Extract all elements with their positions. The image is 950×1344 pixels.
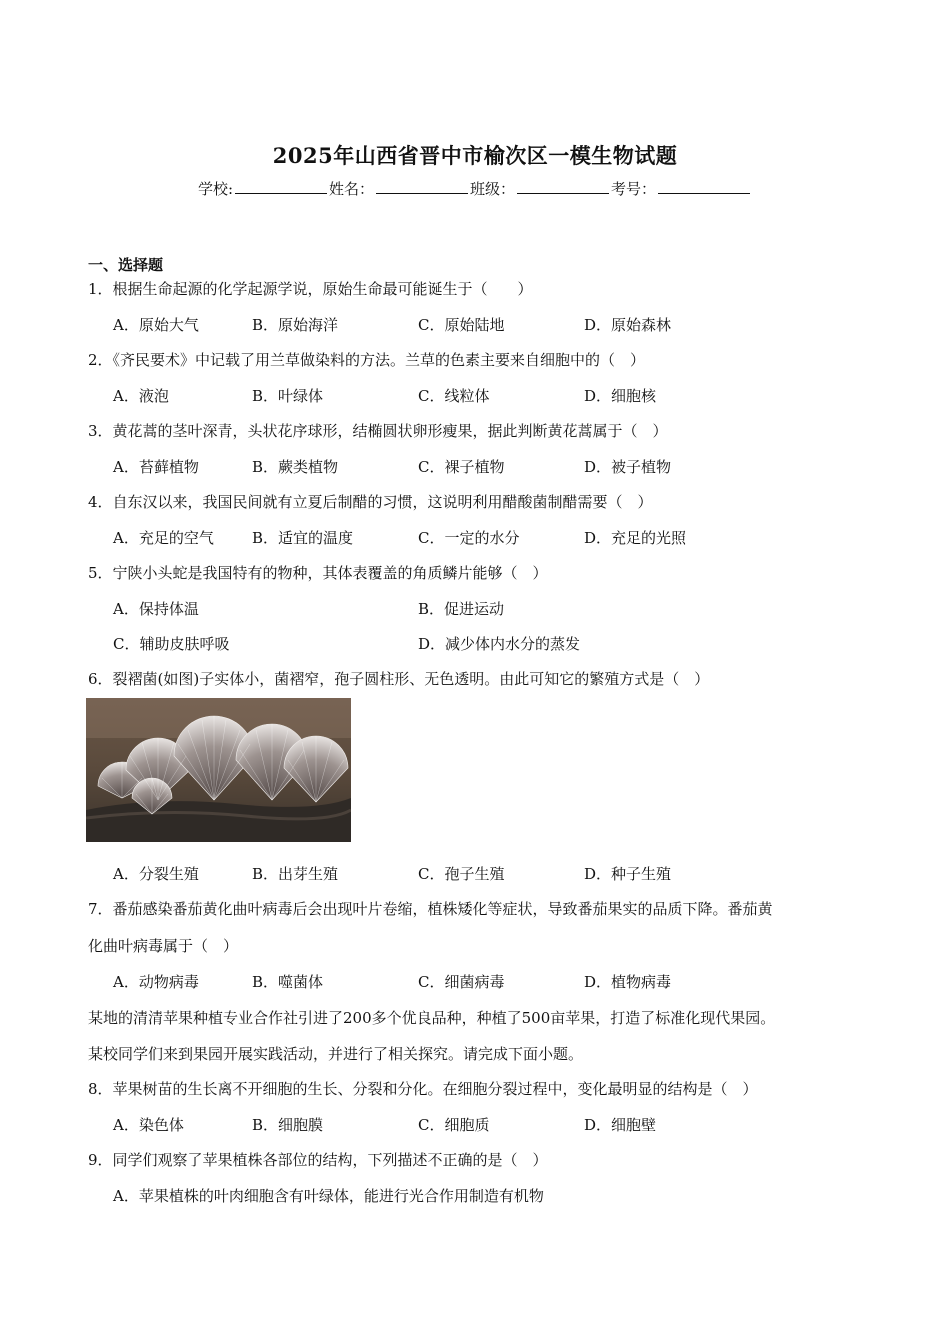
question-9-stem: 9．同学们观察了苹果植株各部位的结构，下列描述不正确的是（ ） bbox=[88, 1151, 548, 1169]
split-gill-mushroom-photo bbox=[86, 698, 351, 842]
exam-number-blank bbox=[658, 179, 750, 194]
question-2-option-c: C．线粒体 bbox=[418, 387, 490, 405]
question-5-option-c: C．辅助皮肤呼吸 bbox=[113, 635, 230, 653]
question-3-option-a: A．苔藓植物 bbox=[113, 458, 199, 476]
question-2-stem: 2．《齐民要术》中记载了用兰草做染料的方法。兰草的色素主要来自细胞中的（ ） bbox=[88, 351, 646, 369]
passage-line-2: 某校同学们来到果园开展实践活动，并进行了相关探究。请完成下面小题。 bbox=[88, 1045, 584, 1063]
question-6-option-d: D．种子生殖 bbox=[584, 865, 672, 883]
school-blank bbox=[235, 179, 327, 194]
question-8-option-c: C．细胞质 bbox=[418, 1116, 490, 1134]
name-label: 姓名： bbox=[329, 180, 375, 198]
question-7-option-c: C．细菌病毒 bbox=[418, 973, 505, 991]
section-heading: 一、选择题 bbox=[88, 256, 164, 274]
question-4-option-d: D．充足的光照 bbox=[584, 529, 687, 547]
exam-number-label: 考号： bbox=[611, 180, 657, 198]
question-2-option-a: A．液泡 bbox=[113, 387, 169, 405]
name-blank bbox=[376, 179, 468, 194]
question-3-stem: 3．黄花蒿的茎叶深青，头状花序球形，结椭圆状卵形瘦果，据此判断黄花蒿属于（ ） bbox=[88, 422, 668, 440]
question-4-option-c: C．一定的水分 bbox=[418, 529, 520, 547]
question-4-option-b: B．适宜的温度 bbox=[252, 529, 354, 547]
question-7-stem-line-2: 化曲叶病毒属于（ ） bbox=[88, 937, 239, 955]
question-4-option-a: A．充足的空气 bbox=[113, 529, 214, 547]
question-2-option-d: D．细胞核 bbox=[584, 387, 657, 405]
student-info-line bbox=[0, 178, 950, 199]
question-8-option-b: B．细胞膜 bbox=[252, 1116, 324, 1134]
passage-line-1: 某地的清清苹果种植专业合作社引进了200多个优良品种，种植了500亩苹果，打造了标准化现代果园。 bbox=[88, 1009, 776, 1027]
question-3-option-c: C．裸子植物 bbox=[418, 458, 505, 476]
question-6-option-a: A．分裂生殖 bbox=[113, 865, 199, 883]
question-6-option-c: C．孢子生殖 bbox=[418, 865, 505, 883]
question-1-option-d: D．原始森林 bbox=[584, 316, 672, 334]
class-blank bbox=[517, 179, 609, 194]
question-6-option-b: B．出芽生殖 bbox=[252, 865, 339, 883]
school-label: 学校: bbox=[197, 180, 233, 198]
question-8-option-d: D．细胞壁 bbox=[584, 1116, 657, 1134]
question-7-option-d: D．植物病毒 bbox=[584, 973, 672, 991]
question-4-stem: 4．自东汉以来，我国民间就有立夏后制醋的习惯，这说明利用醋酸菌制醋需要（ ） bbox=[88, 493, 653, 511]
question-5-option-b: B．促进运动 bbox=[418, 600, 505, 618]
question-1-option-b: B．原始海洋 bbox=[252, 316, 339, 334]
question-7-stem-line-1: 7．番茄感染番茄黄化曲叶病毒后会出现叶片卷缩，植株矮化等症状，导致番茄果实的品质下降。番茄黄 bbox=[88, 900, 773, 918]
question-1-option-c: C．原始陆地 bbox=[418, 316, 505, 334]
question-2-option-b: B．叶绿体 bbox=[252, 387, 324, 405]
question-1-stem: 1．根据生命起源的化学起源学说，原始生命最可能诞生于（ ） bbox=[88, 280, 533, 298]
question-6-stem: 6．裂褶菌(如图)子实体小，菌褶窄，孢子圆柱形、无色透明。由此可知它的繁殖方式是（ ） bbox=[88, 670, 710, 688]
question-3-option-d: D．被子植物 bbox=[584, 458, 672, 476]
question-5-option-a: A．保持体温 bbox=[113, 600, 199, 618]
page-title: 2025年山西省晋中市榆次区一模生物试题 bbox=[272, 143, 678, 168]
question-5-stem: 5．宁陕小头蛇是我国特有的物种，其体表覆盖的角质鳞片能够（ ） bbox=[88, 564, 548, 582]
question-7-option-b: B．噬菌体 bbox=[252, 973, 324, 991]
question-3-option-b: B．蕨类植物 bbox=[252, 458, 339, 476]
question-8-option-a: A．染色体 bbox=[113, 1116, 184, 1134]
question-8-stem: 8．苹果树苗的生长离不开细胞的生长、分裂和分化。在细胞分裂过程中，变化最明显的结构是（ ） bbox=[88, 1080, 758, 1098]
question-7-option-a: A．动物病毒 bbox=[113, 973, 199, 991]
question-1-option-a: A．原始大气 bbox=[113, 316, 199, 334]
question-9-option-a: A．苹果植株的叶肉细胞含有叶绿体，能进行光合作用制造有机物 bbox=[113, 1187, 544, 1205]
class-label: 班级： bbox=[470, 180, 516, 198]
question-5-option-d: D．减少体内水分的蒸发 bbox=[418, 635, 581, 653]
